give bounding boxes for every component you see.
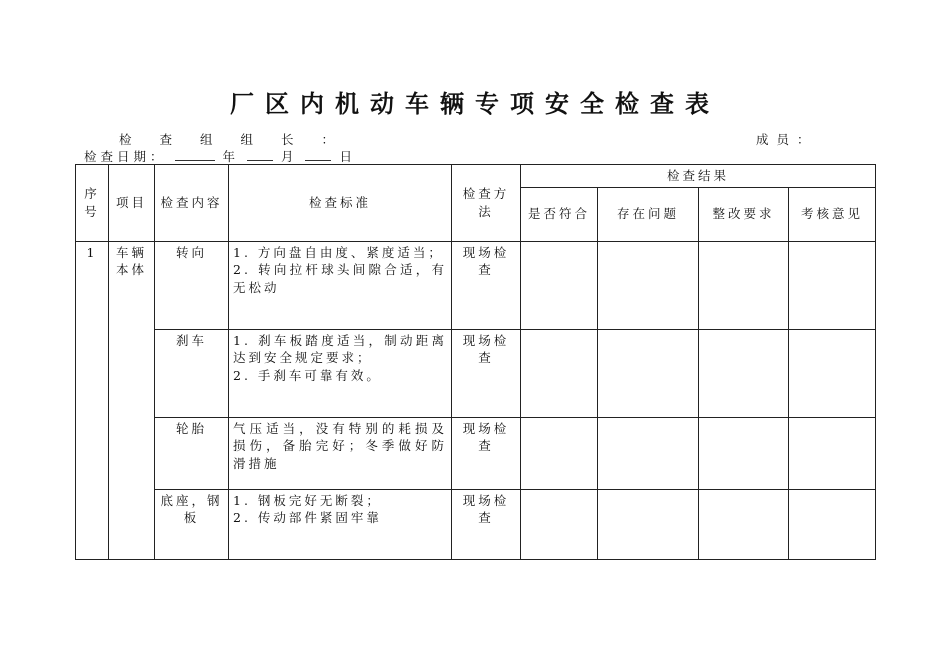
rectify-cell[interactable] — [699, 329, 789, 417]
rectify-cell[interactable] — [699, 417, 789, 489]
header-problems: 存在问题 — [598, 187, 699, 241]
header-conform: 是否符合 — [521, 187, 598, 241]
header-seq: 序号 — [76, 165, 109, 242]
month-label: 月 — [280, 149, 298, 164]
rectify-cell[interactable] — [699, 241, 789, 329]
header-result: 检查结果 — [521, 165, 876, 188]
conform-cell[interactable] — [521, 329, 598, 417]
day-label: 日 — [339, 149, 356, 164]
month-blank[interactable] — [247, 150, 273, 161]
day-blank[interactable] — [305, 150, 331, 161]
year-label: 年 — [222, 149, 239, 164]
header-standard: 检查标准 — [229, 165, 452, 242]
opinion-cell[interactable] — [789, 489, 876, 559]
header-item: 项目 — [109, 165, 155, 242]
row-seq: 1 — [76, 241, 109, 559]
header-opinion: 考核意见 — [789, 187, 876, 241]
row-standard: 1. 刹车板踏度适当，制动距离达到安全规定要求； 2. 手刹车可靠有效。 — [229, 329, 452, 417]
row-method: 现场检查 — [452, 489, 521, 559]
problems-cell[interactable] — [598, 417, 699, 489]
row-content: 刹车 — [155, 329, 229, 417]
row-method: 现场检查 — [452, 241, 521, 329]
rectify-cell[interactable] — [699, 489, 789, 559]
row-standard: 1. 方向盘自由度、紧度适当； 2. 转向拉杆球头间隙合适，有无松动 — [229, 241, 452, 329]
table-row — [76, 329, 876, 417]
table-row — [76, 241, 876, 329]
table-row — [76, 489, 876, 559]
conform-cell[interactable] — [521, 489, 598, 559]
row-content: 底座，钢板 — [155, 489, 229, 559]
row-method: 现场检查 — [452, 329, 521, 417]
opinion-cell[interactable] — [789, 329, 876, 417]
opinion-cell[interactable] — [789, 417, 876, 489]
conform-cell[interactable] — [521, 241, 598, 329]
row-standard: 1. 钢板完好无断裂； 2. 传动部件紧固牢靠 — [229, 489, 452, 559]
header-rectify: 整改要求 — [699, 187, 789, 241]
date-label: 检查日期： — [84, 149, 167, 164]
inspection-table — [75, 164, 876, 560]
problems-cell[interactable] — [598, 329, 699, 417]
row-content: 轮胎 — [155, 417, 229, 489]
members-label: 成员： — [756, 132, 818, 147]
inspection-date — [84, 147, 356, 165]
row-content: 转向 — [155, 241, 229, 329]
header-content: 检查内容 — [155, 165, 229, 242]
page-title: 厂区内机动车辆专项安全检查表 — [230, 89, 720, 118]
header-method: 检查方法 — [452, 165, 521, 242]
problems-cell[interactable] — [598, 489, 699, 559]
row-method: 现场检查 — [452, 417, 521, 489]
conform-cell[interactable] — [521, 417, 598, 489]
row-standard: 气压适当，没有特别的耗损及损伤，备胎完好；冬季做好防滑措施 — [229, 417, 452, 489]
opinion-cell[interactable] — [789, 241, 876, 329]
group-leader-label: 检查组组长： — [119, 132, 363, 147]
table-row — [76, 417, 876, 489]
row-item: 车辆本体 — [109, 241, 155, 559]
problems-cell[interactable] — [598, 241, 699, 329]
year-blank[interactable] — [175, 150, 215, 161]
